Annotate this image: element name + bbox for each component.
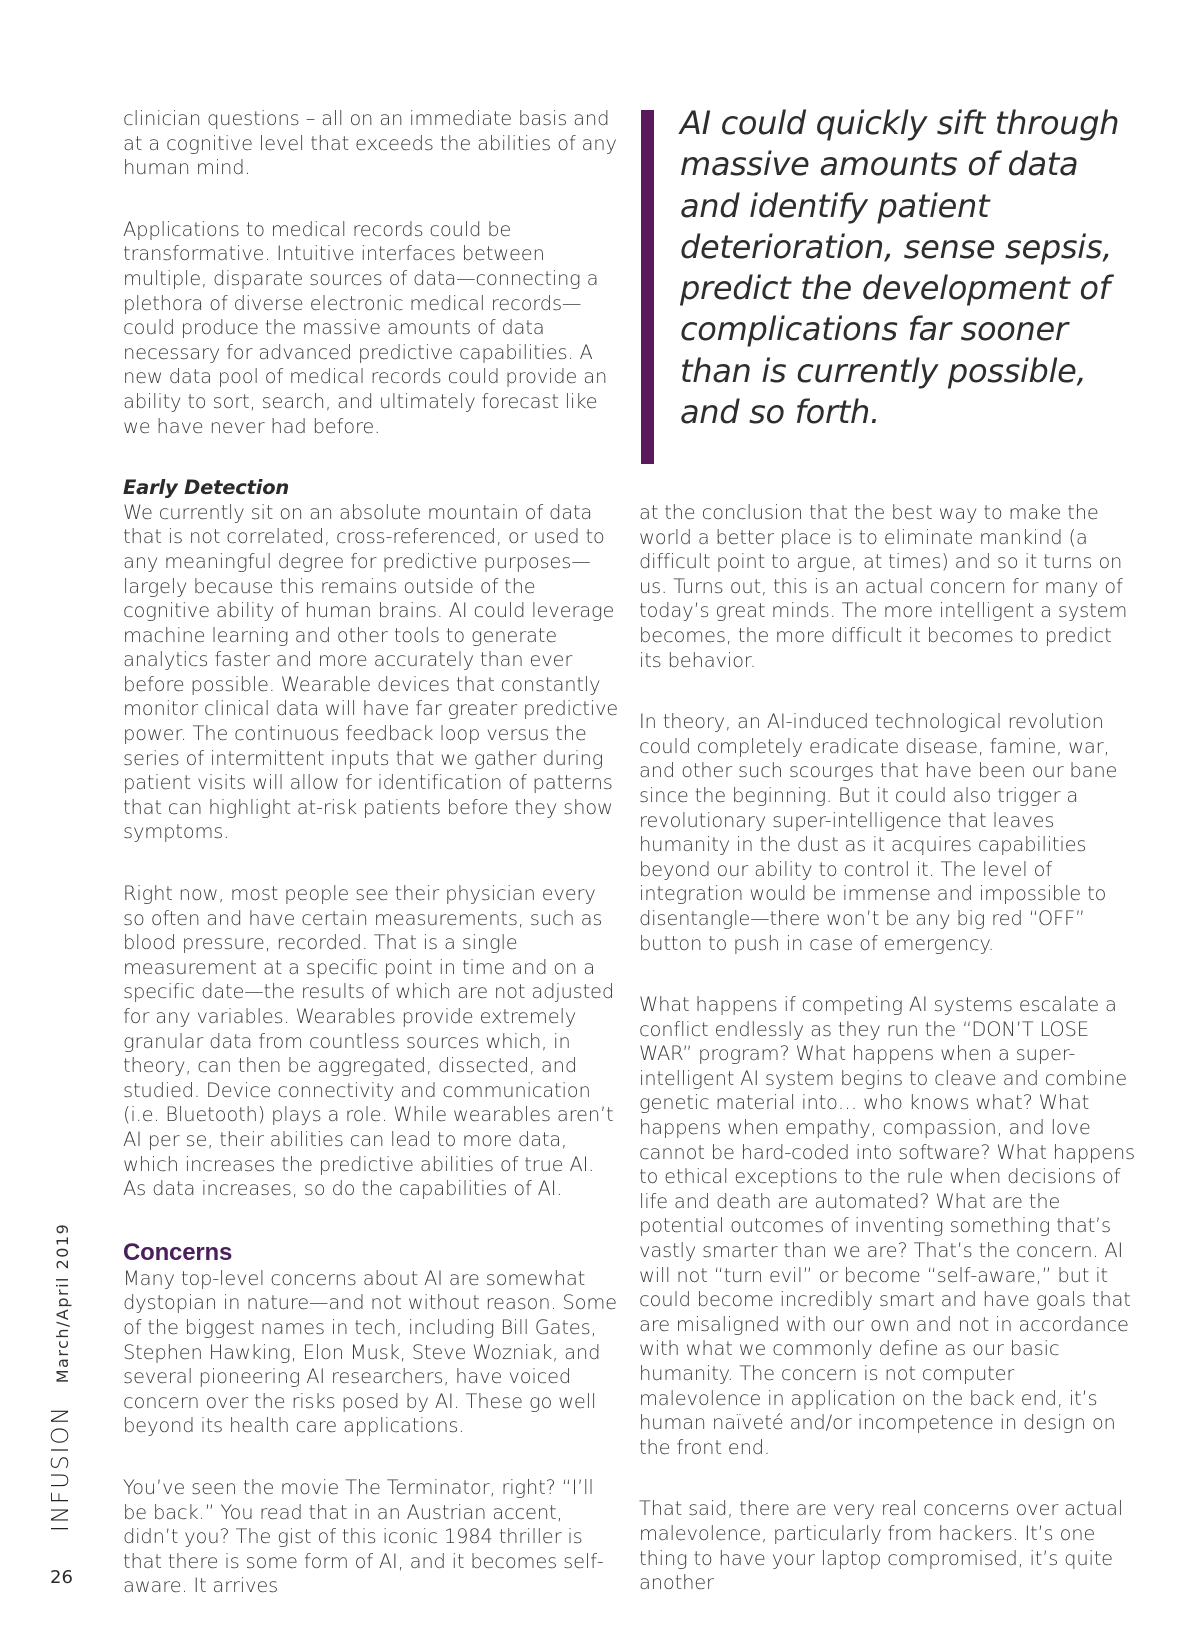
early-detection-paragraph: We currently sit on an absolute mountain of data that is not correlated, cross-referenced, or used to any meaningful degree for predictive purposes—largely because this remains outside of the cognitive ability of human brains. AI could leverage machine learning and other tools to generate analytics faster and more accurately than ever before possible. Wearable devices that constantly monitor clinical data will have far greater predictive power. The continuous feedback loop versus the series of intermittent inputs that we gather during patient visits will allow for identification of patterns that can highlight at-risk patients before they show symptoms.	[123, 500, 619, 844]
intro-paragraph: clinician questions – all on an immediate basis and at a cognitive level that exceeds the abilities of any human mind.	[123, 107, 617, 180]
vertical-masthead	[48, 1223, 74, 1532]
questions-paragraph: What happens if competing AI systems escalate a conflict endlessly as they run the “DON’T LOSE WAR” program? What happens when a super-intelligent AI system begins to cleave and combine genetic material into… who knows what? What happens when empathy, compassion, and love cannot be hard-coded into software? What happens to ethical exceptions to the rule when decisions of life and death are automated? What are the potential outcomes of inventing something that’s vastly smarter than we are? That’s the concern. AI will not “turn evil” or become “self-aware,” but it could become incredibly smart and have goals that are misaligned with our own and not in accordance with what we commonly define as our basic humanity. The concern is not computer malevolence in application on the back end, it’s human naïveté and/or incompetence in design on the front end.	[639, 993, 1135, 1459]
theory-paragraph: In theory, an AI-induced technological revolution could completely eradicate disease, famine, war, and other such scourges that have been our bane since the beginning. But it could also trigger a revolutionary super-intelligence that leaves humanity in the dust as it acquires capabilities beyond our ability to control it. The level of integration would be immense and impossible to disentangle—there won’t be any big red “OFF” button to push in case of emergency.	[639, 710, 1118, 955]
pull-quote-accent-bar	[641, 110, 654, 464]
early-detection-heading: Early Detection	[123, 476, 290, 500]
right-column	[639, 501, 1139, 1633]
terminator-paragraph: You’ve seen the movie The Terminator, right? “I’ll be back.” You read that in an Austrian accent, didn’t you? The gist of this iconic 1984 thriller is that there is some form of AI, and it becomes self-aware. It arrives	[123, 1475, 604, 1598]
page-number: 26	[50, 1567, 73, 1588]
wearables-paragraph: Right now, most people see their physician every so often and have certain measurements, such as blood pressure, recorded. That is a single measurement at a specific point in time and on a specific date—the results of which are not adjusted for any variables. Wearables provide extremely granular data from countless sources which, in theory, can then be aggregated, dissected, and studied. Device connectivity and communication (i.e. Bluetooth) plays a role. While wearables aren’t AI per se, their abilities can lead to more data, which increases the predictive abilities of true AI. As data increases, so do the capabilities of AI.	[123, 882, 615, 1201]
medical-records-paragraph: Applications to medical records could be transformative. Intuitive interfaces between multiple, disparate sources of data—connecting a plethora of diverse electronic medical records—could produce the massive amounts of data necessary for advanced predictive capabilities. A new data pool of medical records could provide an ability to sort, search, and ultimately forecast like we have never had before.	[123, 217, 608, 438]
pull-quote: AI could quickly sift through massive amounts of data and identify patient deterioration, sense sepsis, predict the development of complications far sooner than is currently possible, and so forth.	[680, 104, 1120, 432]
left-column	[123, 107, 621, 1636]
hackers-paragraph: That said, there are very real concerns over actual malevolence, particularly from hackers. It’s one thing to have your laptop compromised, it’s quite another	[639, 1497, 1123, 1595]
conclusion-paragraph: at the conclusion that the best way to make the world a better place is to eliminate mankind (a difficult point to argue, at times) and so it turns on us. Turns out, this is an actual concern for many of today’s great minds. The more intelligent a system becomes, the more difficult it becomes to predict its behavior.	[639, 501, 1128, 672]
issue-date: March/April 2019	[53, 1222, 72, 1384]
magazine-name: INFUSION	[48, 1405, 74, 1532]
concerns-paragraph: Many top-level concerns about AI are somewhat dystopian in nature—and not without reason. Some of the biggest names in tech, including Bill Gates, Stephen Hawking, Elon Musk, Steve Wozniak, and several pioneering AI researchers, have voiced concern over the risks posed by AI. These go well beyond its health care applications.	[123, 1266, 617, 1438]
concerns-heading: Concerns	[123, 1238, 233, 1266]
